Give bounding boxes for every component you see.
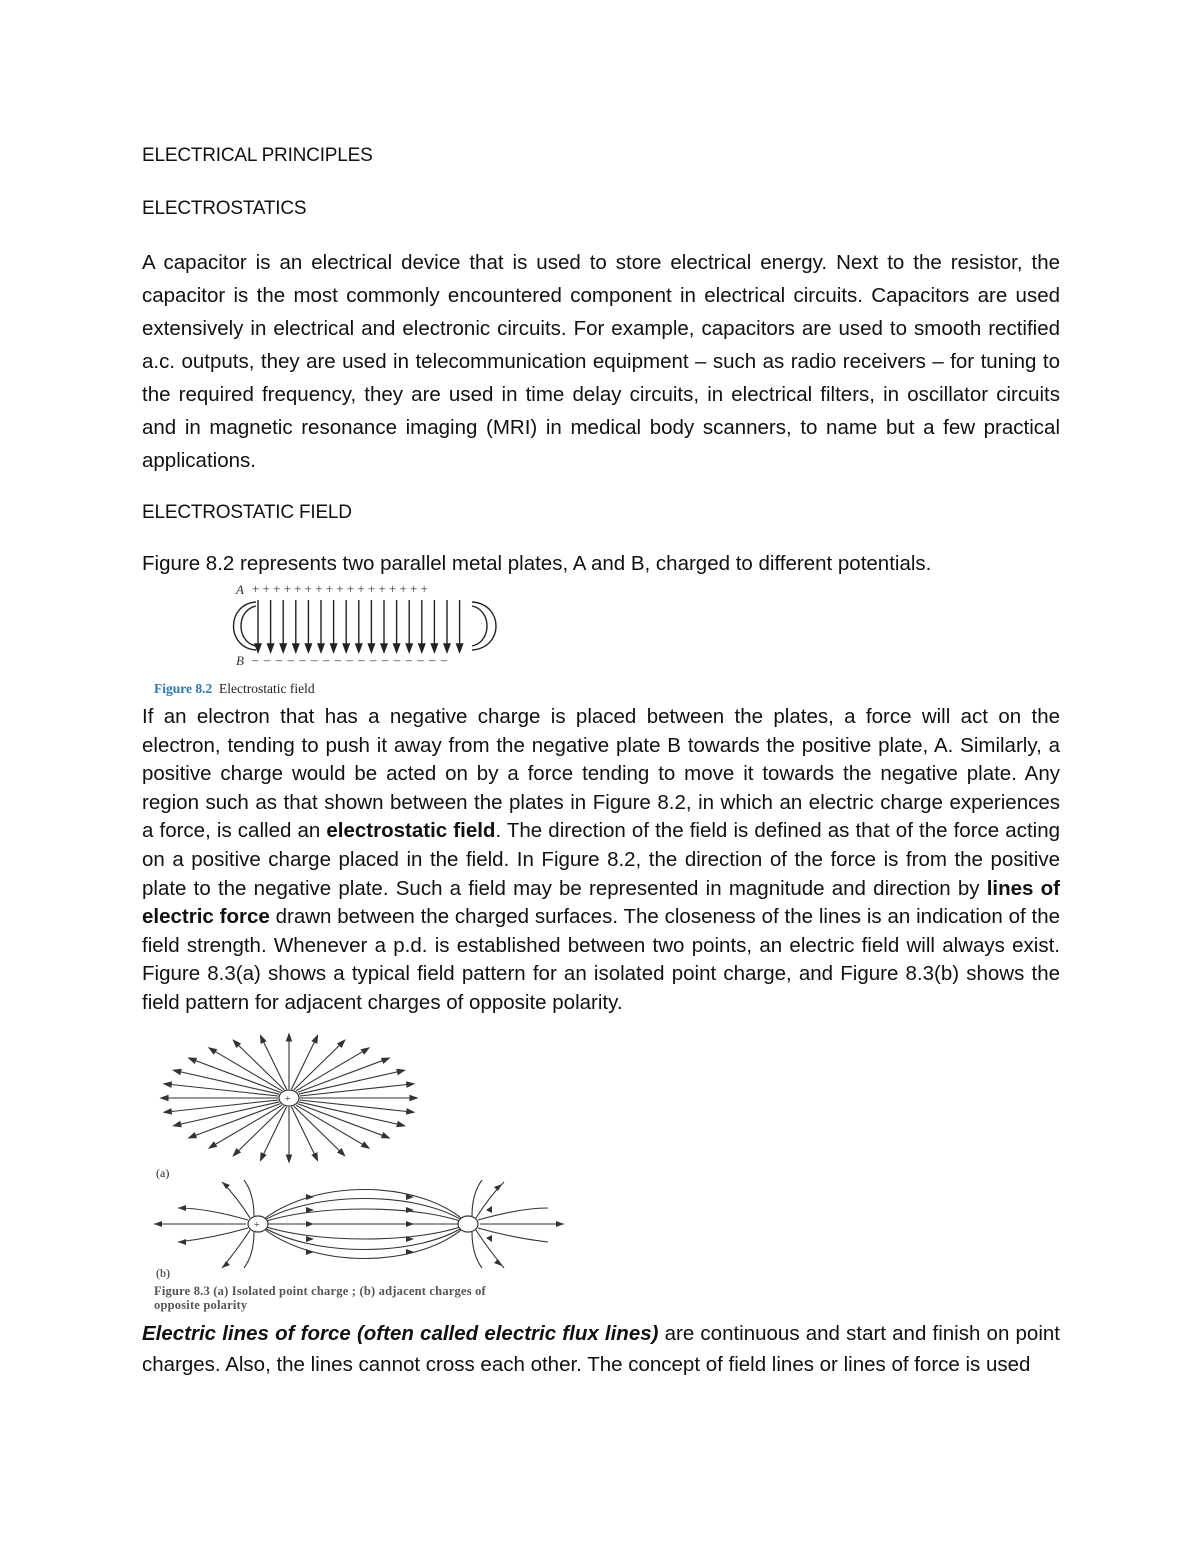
- field-arrowhead: [394, 644, 400, 652]
- radial-arrowhead: [261, 1036, 266, 1043]
- document-title: ELECTRICAL PRINCIPLES: [142, 145, 373, 166]
- radial-arrowhead: [161, 1096, 168, 1101]
- radial-arrowhead: [287, 1034, 292, 1041]
- para4-text-1: are continuous and start and finish on point charges. Also, the lines cannot cross each other. The concept of field lines or lines of force is used: [142, 1322, 1060, 1376]
- radial-arrowhead: [397, 1122, 404, 1127]
- radial-arrowhead: [407, 1082, 414, 1087]
- field-arrowhead: [255, 644, 261, 652]
- radial-arrowhead: [407, 1109, 414, 1114]
- term-lines-of-electric-force: lines of electric force: [142, 876, 1061, 929]
- plate-a-label: A: [236, 582, 244, 597]
- paragraph-figure82-lead: Figure 8.2 represents two parallel metal plates, A and B, charged to different potentials.: [142, 552, 932, 575]
- para3-text-2: . The direction of the field is defined as that of the force acting on a positive charge placed in the field. In Figure 8.2, the direction of the force is from the positive plate to the negative plate. Such a field may be represented in magnitude and direction by: [142, 819, 1060, 900]
- paragraph-electrostatic-field: [142, 703, 1060, 1018]
- figure-8-3b-adjacent-charges: [150, 1180, 580, 1270]
- para3-text-3: drawn between the charged surfaces. The closeness of the lines is an indication of the field strength. Whenever a p.d. is established between two points, an electric field will always exist. Figure 8.3(a) shows a typical field pattern for an isolated point charge, and Figure 8.3(b) shows the field pattern for adjacent charges of opposite polarity.: [142, 905, 1060, 1014]
- radial-arrowhead: [382, 1133, 389, 1138]
- radial-arrowhead: [312, 1153, 317, 1160]
- radial-line: [261, 1107, 287, 1161]
- radial-arrowhead: [287, 1155, 292, 1162]
- term-electric-flux-lines: Electric lines of force (often called electric flux lines): [142, 1322, 659, 1345]
- field-arrowhead: [406, 644, 412, 652]
- subheading-electrostatic-field: ELECTROSTATIC FIELD: [142, 502, 352, 523]
- figure-8-3-caption-line-1: Figure 8.3 (a) Isolated point charge ; (b) adjacent charges of: [154, 1284, 486, 1298]
- field-arrowhead: [457, 644, 463, 652]
- dipole-arrowheads: [154, 1182, 564, 1268]
- field-arrowhead: [331, 644, 337, 652]
- figure-8-2-title: Electrostatic field: [219, 681, 315, 696]
- radial-arrowhead: [312, 1036, 317, 1043]
- radial-arrowhead: [209, 1048, 216, 1054]
- radial-line: [233, 1040, 284, 1090]
- field-arrowhead: [305, 644, 311, 652]
- paragraph-capacitor-intro: A capacitor is an electrical device that is used to store electrical energy. Next to the resistor, the capacitor is the most commonly encountered component in electrical circuits. Capacitors are used extensively in electrical and electronic circuits. For example, capacitors are used to smooth rectified a.c. outputs, they are used in telecommunication equipment – such as radio receivers – for tuning to the required frequency, they are used in time delay circuits, in electrical filters, in oscillator circuits and in magnetic resonance imaging (MRI) in medical body scanners, to name but a few practical applications.: [142, 251, 1060, 472]
- figure-8-3-caption-line-2: opposite polarity: [154, 1298, 248, 1312]
- fringe-line-right-inner: [472, 606, 487, 646]
- field-arrowhead: [343, 644, 349, 652]
- fringe-line-left-outer: [234, 602, 257, 650]
- field-arrowhead: [444, 644, 450, 652]
- figure-8-3-caption: [154, 1284, 486, 1312]
- figure-8-2-electrostatic-field: [222, 578, 512, 670]
- radial-line: [294, 1106, 345, 1156]
- paragraph-lines-of-force: [142, 1318, 1060, 1380]
- radial-arrowhead: [174, 1069, 181, 1074]
- figure-8-3a-label: (a): [156, 1166, 170, 1180]
- fringe-line-right-outer: [472, 602, 496, 650]
- radial-arrowhead: [209, 1142, 216, 1148]
- radial-arrowhead: [382, 1058, 389, 1063]
- field-lines: [255, 600, 463, 652]
- radial-arrowhead: [397, 1069, 404, 1074]
- radial-line: [291, 1107, 317, 1161]
- field-arrowhead: [356, 644, 362, 652]
- radial-line: [261, 1036, 287, 1090]
- radial-line: [233, 1106, 284, 1156]
- negative-charge: [458, 1216, 478, 1232]
- plate-b-signs: –––––––––––––––––: [252, 652, 453, 667]
- field-arrowhead: [368, 644, 374, 652]
- radial-arrowhead: [362, 1048, 369, 1054]
- figure-8-3b-label: (b): [156, 1266, 170, 1280]
- plate-b-label: B: [236, 653, 244, 668]
- field-arrowhead: [293, 644, 299, 652]
- figure-8-3a-isolated-point-charge: [150, 1030, 430, 1170]
- para3-text-1: If an electron that has a negative charge is placed between the plates, a force will act on the electron, tending to push it away from the negative plate B towards the positive plate, A. Similarly, a positive charge would be acted on by a force tending to move it towards the negative plate. Any region such as that shown between the plates in Figure 8.2, in which an electric charge experiences a force, is called an: [142, 705, 1060, 843]
- figure-8-2-caption: [154, 681, 315, 697]
- radial-arrowhead: [261, 1153, 266, 1160]
- figure-8-2-number: Figure 8.2: [154, 681, 213, 696]
- radial-arrowhead: [164, 1082, 171, 1087]
- radial-line: [291, 1036, 317, 1090]
- fringe-line-left-inner: [241, 606, 256, 646]
- radial-arrowhead: [189, 1058, 196, 1063]
- term-electrostatic-field: electrostatic field: [326, 819, 496, 843]
- field-arrowhead: [268, 644, 274, 652]
- field-arrowhead: [280, 644, 286, 652]
- field-arrowhead: [381, 644, 387, 652]
- radial-arrowhead: [164, 1109, 171, 1114]
- plate-a-signs: +++++++++++++++++: [252, 581, 432, 596]
- radial-arrowhead: [189, 1133, 196, 1138]
- radial-arrowhead: [362, 1142, 369, 1148]
- dipole-field-lines: [154, 1180, 564, 1268]
- radial-line: [294, 1040, 345, 1090]
- section-heading: ELECTROSTATICS: [142, 198, 307, 219]
- field-arrowhead: [419, 644, 425, 652]
- field-arrowhead: [431, 644, 437, 652]
- radial-arrowhead: [410, 1096, 417, 1101]
- point-charge-symbol: +: [285, 1094, 291, 1105]
- positive-charge-symbol: +: [254, 1220, 260, 1231]
- radial-arrowhead: [174, 1122, 181, 1127]
- field-arrowhead: [318, 644, 324, 652]
